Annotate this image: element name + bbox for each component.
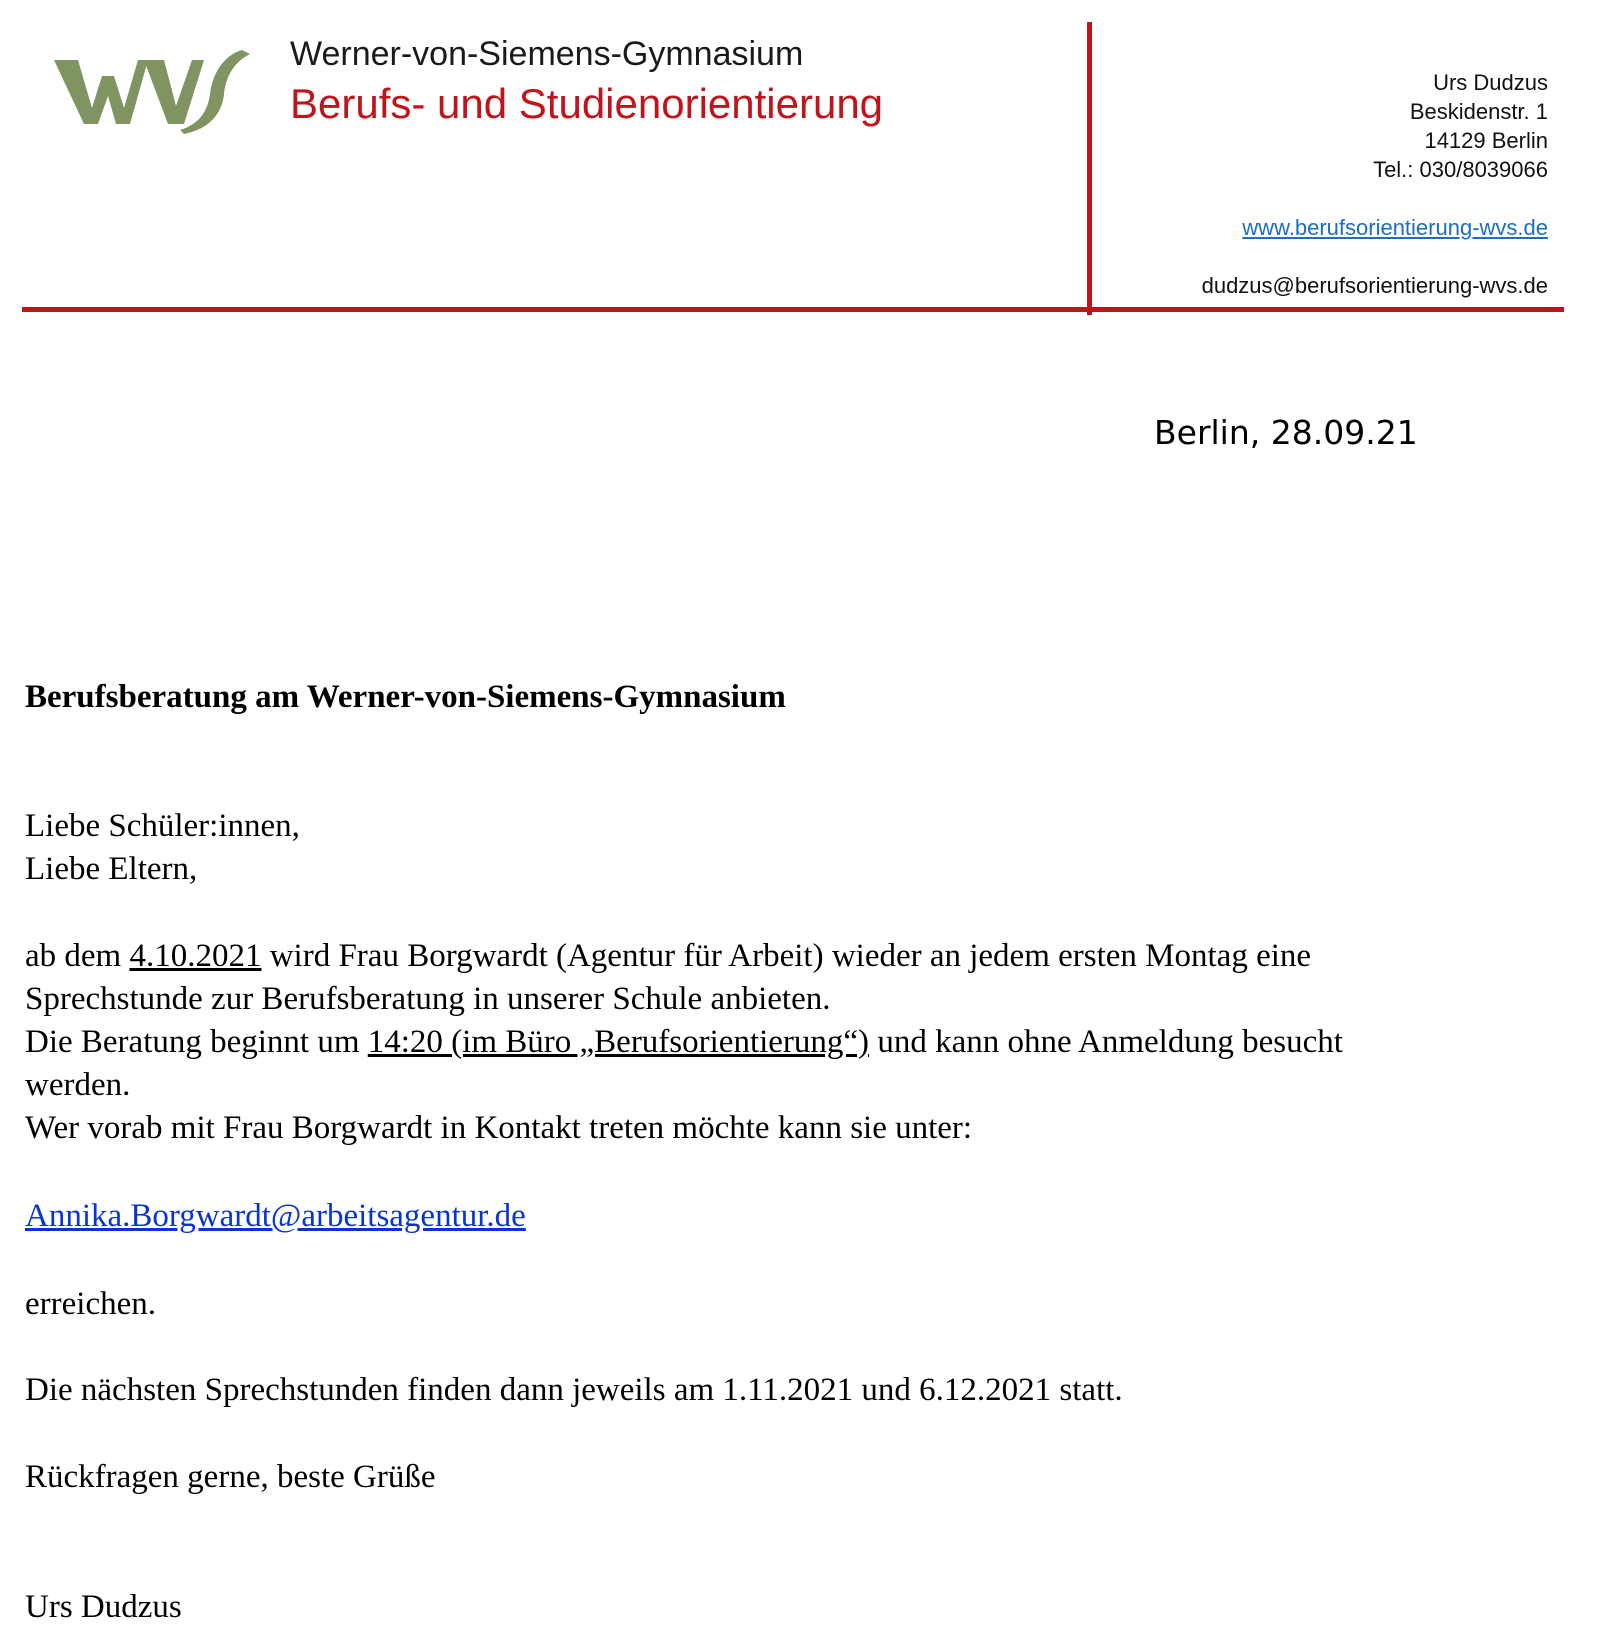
start-date: 4.10.2021 [129, 938, 262, 974]
letter-date: Berlin, 28.09.21 [1154, 413, 1418, 452]
text-span: Die Beratung beginnt um [25, 1024, 368, 1060]
signature: Urs Dudzus [25, 1589, 182, 1625]
paragraph-line: Wer vorab mit Frau Borgwardt in Kontakt treten möchte kann sie unter: [25, 1110, 973, 1146]
school-name: Werner-von-Siemens-Gymnasium [290, 35, 804, 73]
greeting-students: Liebe Schüler:innen, [25, 808, 300, 844]
greeting-parents: Liebe Eltern, [25, 851, 198, 887]
paragraph-line: erreichen. [25, 1286, 156, 1322]
header-vertical-divider [1087, 22, 1092, 315]
paragraph-line [25, 935, 1311, 978]
contact-city: 14129 Berlin [1424, 128, 1548, 153]
paragraph-line [25, 1021, 1343, 1064]
paragraph-line: werden. [25, 1067, 131, 1103]
closing: Rückfragen gerne, beste Grüße [25, 1459, 436, 1495]
header-horizontal-divider [22, 307, 1564, 312]
paragraph-line: Sprechstunde zur Berufsberatung in unserer Schule anbieten. [25, 981, 831, 1017]
counselor-email-link[interactable]: Annika.Borgwardt@arbeitsagentur.de [25, 1198, 526, 1234]
text-span: und kann ohne Anmeldung besucht [869, 1024, 1343, 1060]
letter-subject: Berufsberatung am Werner-von-Siemens-Gymnasium [25, 679, 786, 715]
contact-phone: Tel.: 030/8039066 [1373, 157, 1548, 182]
consultation-time: 14:20 (im Büro „Berufsorientierung“) [367, 1024, 870, 1060]
department-name: Berufs- und Studienorientierung [290, 80, 884, 127]
contact-email: dudzus@berufsorientierung-wvs.de [1201, 273, 1548, 298]
website-link[interactable]: www.berufsorientierung-wvs.de [1242, 215, 1548, 240]
text-span: wird Frau Borgwardt (Agentur für Arbeit) wieder an jedem ersten Montag eine [261, 938, 1312, 974]
text-span: ab dem [25, 938, 130, 974]
next-dates: Die nächsten Sprechstunden finden dann jeweils am 1.11.2021 und 6.12.2021 statt. [25, 1372, 1123, 1408]
contact-street: Beskidenstr. 1 [1409, 99, 1548, 124]
contact-name: Urs Dudzus [1433, 70, 1548, 95]
school-logo [52, 46, 262, 138]
